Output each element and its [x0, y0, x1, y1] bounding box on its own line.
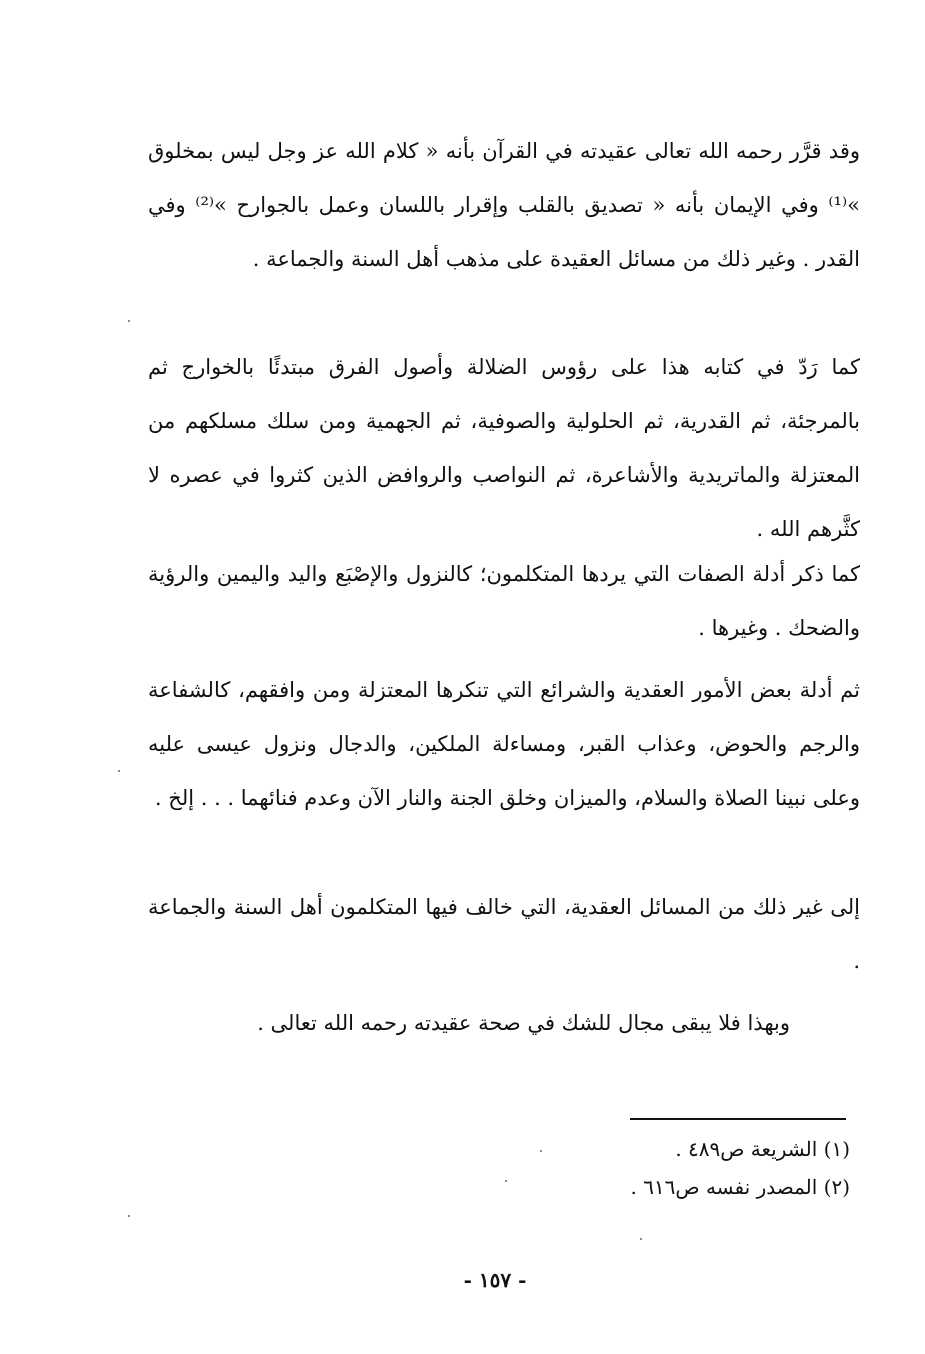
scan-speck	[505, 1180, 507, 1182]
footnote-2: (٢) المصدر نفسه ص٦١٦ .	[630, 1175, 850, 1199]
paragraph-doctrinal-matters: ثم أدلة بعض الأمور العقدية والشرائع التي تنكرها المعتزلة ومن وافقهم، كالشفاعة والرجم والحوض، وعذاب القبر، ومساءلة الملكين، والدجال ونزول عيسى عليه وعلى نبينا الصلاة والسلام، والميزان وخلق الجنة والنار الآن وعدم فنائهما . . . إلخ .	[148, 678, 860, 810]
scan-speck	[540, 1150, 542, 1152]
paragraph-creed-summary: وقد قرَّر رحمه الله تعالى عقيدته في القرآن بأنه « كلام الله عز وجل ليس بمخلوق »⁽¹⁾ وفي الإيمان بأنه « تصديق بالقلب وإقرار باللسان وعمل بالجوارح »⁽²⁾ وفي القدر . وغير ذلك من مسائل العقيدة على مذهب أهل السنة والجماعة .	[148, 139, 860, 271]
scan-speck	[128, 320, 130, 322]
paragraph-other-issues: إلى غير ذلك من المسائل العقدية، التي خالف فيها المتكلمون أهل السنة والجماعة .	[148, 895, 860, 973]
paragraph-attributes-evidence: كما ذكر أدلة الصفات التي يردها المتكلمون؛ كالنزول والإصْبَع واليد واليمين والرؤية والضحك . وغيرها .	[148, 562, 860, 640]
scan-speck	[640, 1238, 642, 1240]
page-number: - ١٥٧ -	[463, 1268, 527, 1292]
scan-speck	[128, 1215, 130, 1217]
footnote-divider	[630, 1118, 846, 1120]
footnotes-list	[520, 1130, 850, 1206]
scan-speck	[118, 770, 120, 772]
paragraph-conclusion: وبهذا فلا يبقى مجال للشك في صحة عقيدته رحمه الله تعالى .	[257, 1011, 790, 1035]
footnote-1: (١) الشريعة ص٤٨٩ .	[675, 1137, 850, 1161]
paragraph-refutation-sects: كما رَدّ في كتابه هذا على رؤوس الضلالة وأصول الفرق مبتدئًا بالخوارج ثم بالمرجئة، ثم القدرية، ثم الحلولية والصوفية، ثم الجهمية ومن سلك مسلكهم من المعتزلة والماتريدية والأشاعرة، ثم النواصب والروافض الذين كثروا في عصره لا كثَّرهم الله .	[148, 355, 860, 541]
